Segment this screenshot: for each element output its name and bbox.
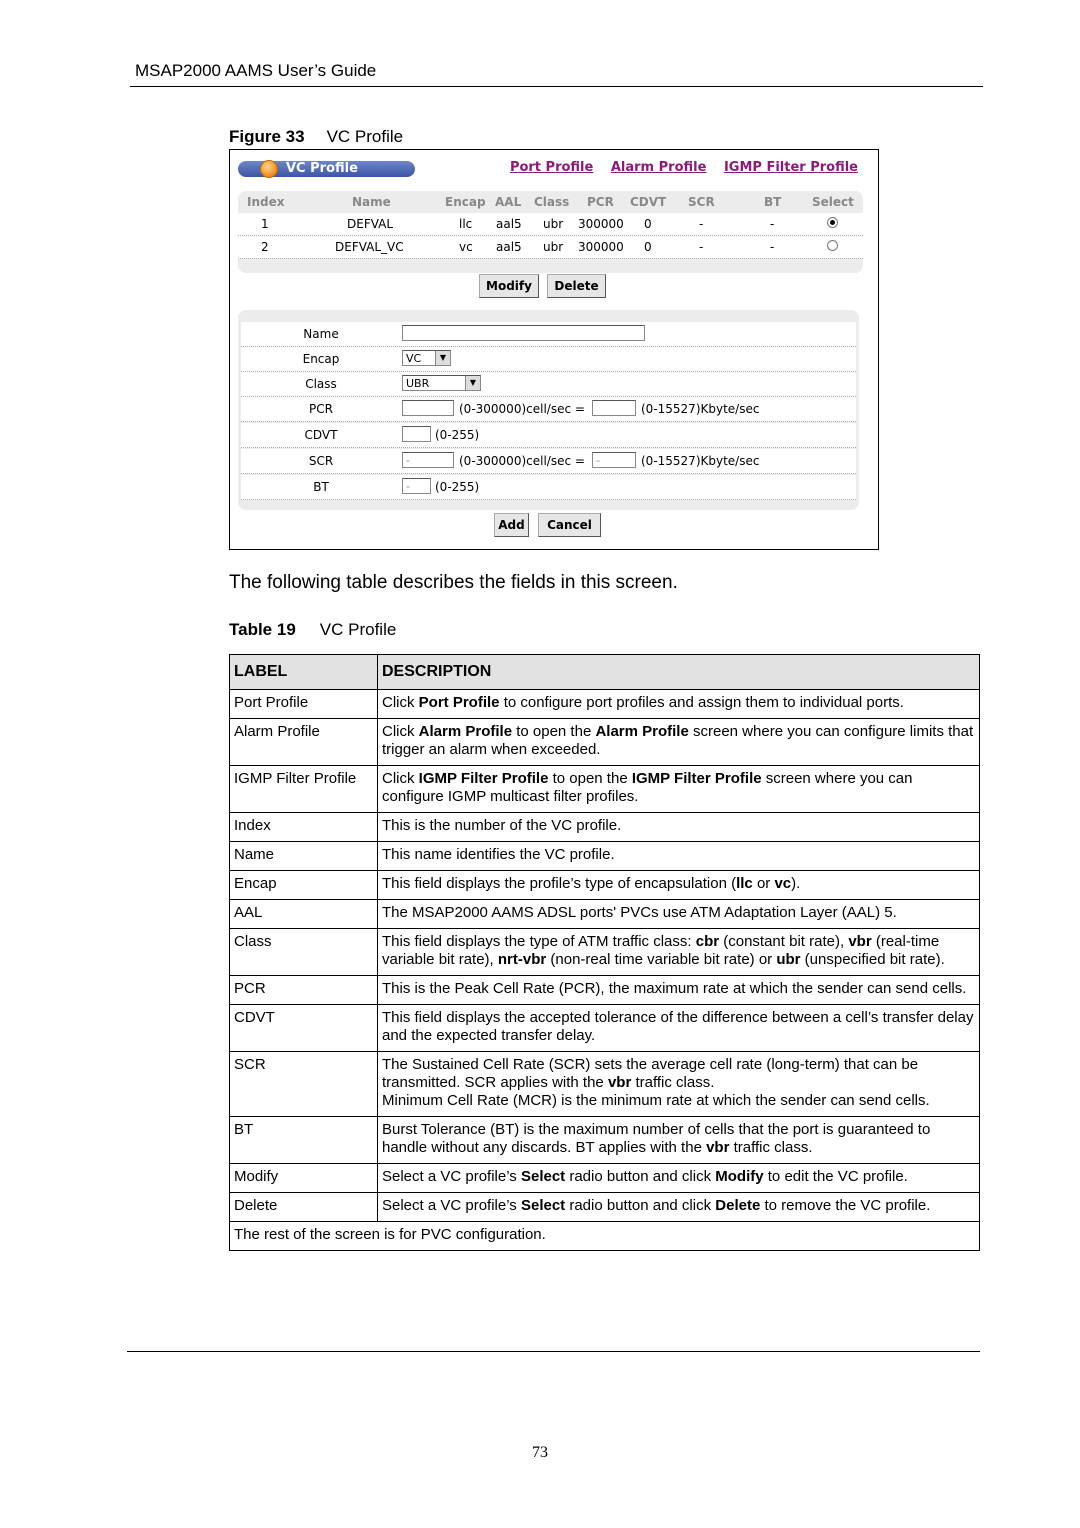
bold-term: vbr	[607, 1074, 632, 1091]
bold-term: Select	[520, 1168, 566, 1185]
bold-term: Alarm Profile	[595, 723, 689, 740]
vc-profile-screenshot	[229, 149, 879, 550]
row-name: DEFVAL	[347, 217, 394, 231]
row-description	[378, 900, 980, 929]
text-span: Minimum Cell Rate (MCR) is the minimum rate at which the sender can send cells.	[382, 1092, 930, 1109]
row-bt: -	[770, 217, 775, 231]
col-class: Class	[534, 195, 570, 209]
row-description	[378, 1117, 980, 1164]
row-index: 1	[261, 217, 269, 231]
row-pcr: 300000	[578, 240, 624, 254]
text-span: (constant bit rate),	[719, 933, 849, 950]
bold-term: cbr	[695, 933, 720, 950]
screen-title-tab	[238, 161, 415, 177]
encap-label: Encap	[302, 352, 340, 366]
encap-select[interactable]	[402, 350, 451, 366]
row-label: Name	[230, 842, 378, 871]
class-label: Class	[305, 377, 337, 391]
text-span: to open the	[548, 770, 632, 787]
table-row	[230, 976, 980, 1005]
table-body	[230, 690, 980, 1251]
row-description	[378, 719, 980, 766]
col-pcr: PCR	[587, 195, 614, 209]
table-row	[238, 213, 863, 236]
row-cdvt: 0	[644, 217, 652, 231]
row-description	[378, 1193, 980, 1222]
row-description	[378, 842, 980, 871]
encap-value: VC	[406, 352, 422, 365]
text-span: radio button and click	[565, 1168, 716, 1185]
figure-label: Figure 33	[229, 127, 305, 146]
text-span: to remove the VC profile.	[760, 1197, 931, 1214]
row-label: Modify	[230, 1164, 378, 1193]
row-aal: aal5	[496, 240, 522, 254]
row-class: ubr	[543, 240, 564, 254]
row-label: IGMP Filter Profile	[230, 766, 378, 813]
bold-term: Select	[520, 1197, 566, 1214]
footer-rule	[127, 1351, 980, 1352]
pcr-label: PCR	[309, 402, 333, 416]
scr-cell-input[interactable]: -	[402, 452, 454, 468]
row-description	[378, 766, 980, 813]
table-row	[230, 1164, 980, 1193]
text-span: to edit the VC profile.	[763, 1168, 908, 1185]
text-span: Click	[382, 694, 419, 711]
table-row	[230, 1005, 980, 1052]
bt-range: (0-255)	[435, 480, 480, 494]
row-description	[378, 1005, 980, 1052]
table-footer-row	[230, 1222, 980, 1251]
text-span: Select a VC profile’s	[382, 1168, 521, 1185]
screen-title: VC Profile	[286, 161, 358, 176]
col-name: Name	[352, 195, 391, 209]
cdvt-input[interactable]	[402, 426, 431, 442]
table-label: Table 19	[229, 620, 296, 639]
text-span: screen where you can configure IGMP multicast filter profiles.	[382, 770, 913, 805]
name-input[interactable]	[402, 325, 645, 341]
table-row	[230, 871, 980, 900]
cdvt-label: CDVT	[304, 428, 338, 442]
bold-term: Alarm Profile	[418, 723, 513, 740]
form-row-bt	[241, 475, 856, 500]
table-row	[230, 900, 980, 929]
text-span: screen where you can configure limits that trigger an alarm when exceeded.	[382, 723, 974, 758]
text-span: Click	[382, 723, 419, 740]
name-label: Name	[303, 327, 339, 341]
dropdown-arrow-icon: ▼	[435, 351, 450, 365]
text-span: This is the number of the VC profile.	[382, 817, 622, 834]
select-radio-1[interactable]	[827, 217, 838, 228]
table-row	[230, 929, 980, 976]
row-label: Index	[230, 813, 378, 842]
vc-profile-form	[238, 310, 859, 510]
text-span: This field displays the profile’s type of encapsulation (	[382, 875, 737, 892]
row-scr: -	[699, 217, 704, 231]
scr-label: SCR	[308, 454, 334, 468]
text-span: radio button and click	[565, 1197, 716, 1214]
pcr-kbyte-range: (0-15527)Kbyte/sec	[641, 402, 760, 416]
bt-label: BT	[313, 480, 329, 494]
col-bt: BT	[764, 195, 782, 209]
table-caption	[229, 620, 396, 640]
row-label: SCR	[230, 1052, 378, 1117]
row-description	[378, 813, 980, 842]
row-cdvt: 0	[644, 240, 652, 254]
table-title: VC Profile	[319, 620, 397, 639]
row-description	[378, 1164, 980, 1193]
bold-term: IGMP Filter Profile	[418, 770, 549, 787]
row-label: Encap	[230, 871, 378, 900]
table-row	[230, 766, 980, 813]
alarm-profile-link[interactable]: Alarm Profile	[610, 160, 707, 175]
text-span: Burst Tolerance (BT) is the maximum number of cells that the port is guaranteed to handle without any discards. BT applies with the	[382, 1121, 931, 1156]
cdvt-range: (0-255)	[435, 428, 480, 442]
row-name: DEFVAL_VC	[335, 240, 404, 254]
col-scr: SCR	[688, 195, 715, 209]
text-span: (real-time variable bit rate),	[382, 933, 940, 968]
text-span: This field displays the type of ATM traffic class:	[382, 933, 696, 950]
text-span: ).	[791, 875, 801, 892]
bold-term: nrt-vbr	[497, 951, 547, 968]
bold-term: Delete	[715, 1197, 761, 1214]
row-label: CDVT	[230, 1005, 378, 1052]
pcr-cell-input[interactable]	[402, 400, 454, 416]
description-header: DESCRIPTION	[378, 655, 980, 690]
dropdown-arrow-icon: ▼	[465, 376, 480, 390]
intro-text: The following table describes the fields in this screen.	[229, 572, 678, 593]
form-row-scr	[241, 449, 856, 474]
bold-term: vbr	[848, 933, 872, 950]
row-scr: -	[699, 240, 704, 254]
text-span: The Sustained Cell Rate (SCR) sets the average cell rate (long-term) that can be transmitted. SCR applies with the	[382, 1056, 919, 1091]
figure-title: VC Profile	[326, 127, 404, 146]
table-row	[230, 1193, 980, 1222]
delete-button[interactable]: Delete	[547, 274, 606, 298]
row-description	[378, 929, 980, 976]
scr-range: (0-300000)cell/sec =	[459, 454, 585, 468]
bold-term: Port Profile	[418, 694, 500, 711]
col-aal: AAL	[495, 195, 522, 209]
text-span: (unspecified bit rate).	[800, 951, 945, 968]
col-index: Index	[247, 195, 285, 209]
row-pcr: 300000	[578, 217, 624, 231]
port-profile-link[interactable]: Port Profile	[509, 160, 594, 175]
col-cdvt: CDVT	[630, 195, 667, 209]
row-label: AAL	[230, 900, 378, 929]
select-radio-2[interactable]	[827, 240, 838, 251]
table-row	[230, 719, 980, 766]
vc-profile-table	[238, 191, 863, 273]
row-label: BT	[230, 1117, 378, 1164]
text-span: traffic class.	[729, 1139, 813, 1156]
bt-input[interactable]: -	[402, 478, 431, 494]
table-row	[230, 690, 980, 719]
text-span: The MSAP2000 AAMS ADSL ports' PVCs use ATM Adaptation Layer (AAL) 5.	[382, 904, 897, 921]
row-encap: llc	[459, 217, 473, 231]
bold-term: Modify	[715, 1168, 764, 1185]
label-header: LABEL	[230, 655, 378, 690]
row-label: Delete	[230, 1193, 378, 1222]
class-value: UBR	[406, 377, 430, 390]
text-span: This is the Peak Cell Rate (PCR), the maximum rate at which the sender can send cells.	[382, 980, 967, 997]
pcr-kbyte-input[interactable]	[592, 400, 636, 416]
cancel-button[interactable]: Cancel	[538, 513, 601, 537]
table-header-row	[230, 655, 980, 690]
running-header: MSAP2000 AAMS User’s Guide	[135, 61, 377, 80]
text-span: (non-real time variable bit rate) or	[546, 951, 777, 968]
row-description	[378, 690, 980, 719]
table-row	[230, 813, 980, 842]
table-row	[230, 1052, 980, 1117]
text-span: Select a VC profile’s	[382, 1197, 521, 1214]
table-row	[238, 236, 863, 259]
bold-term: IGMP Filter Profile	[631, 770, 762, 787]
profile-links	[497, 160, 858, 175]
row-encap: vc	[459, 240, 473, 254]
row-label: Alarm Profile	[230, 719, 378, 766]
row-aal: aal5	[496, 217, 522, 231]
row-label: PCR	[230, 976, 378, 1005]
table-footer-text: The rest of the screen is for PVC configuration.	[230, 1222, 980, 1251]
table-row	[230, 842, 980, 871]
form-row-class	[241, 372, 856, 397]
text-span: or	[752, 875, 775, 892]
text-span: Click	[382, 770, 419, 787]
scr-kbyte-input[interactable]: -	[592, 452, 636, 468]
text-span: to configure port profiles and assign them to individual ports.	[499, 694, 904, 711]
row-bt: -	[770, 240, 775, 254]
row-label: Port Profile	[230, 690, 378, 719]
form-row-pcr	[241, 397, 856, 422]
row-description	[378, 1052, 980, 1117]
col-encap: Encap	[445, 195, 486, 209]
form-row-encap	[241, 347, 856, 372]
field-description-table	[229, 654, 980, 1251]
row-description	[378, 871, 980, 900]
text-span: to open the	[512, 723, 596, 740]
orange-bullet-icon	[260, 160, 278, 178]
bold-term: vbr	[706, 1139, 730, 1156]
row-label: Class	[230, 929, 378, 976]
text-span: This name identifies the VC profile.	[382, 846, 615, 863]
text-span: This field displays the accepted tolerance of the difference between a cell’s transfer delay and the expected transfer delay.	[382, 1009, 974, 1044]
figure-caption	[229, 127, 403, 147]
form-row-cdvt	[241, 423, 856, 448]
row-index: 2	[261, 240, 269, 254]
form-row-name	[241, 322, 856, 347]
bold-term: vc	[774, 875, 792, 892]
igmp-filter-profile-link[interactable]: IGMP Filter Profile	[723, 160, 858, 175]
bold-term: llc	[736, 875, 753, 892]
pcr-range: (0-300000)cell/sec =	[459, 402, 585, 416]
scr-kbyte-range: (0-15527)Kbyte/sec	[641, 454, 760, 468]
col-select: Select	[812, 195, 854, 209]
text-span: traffic class.	[631, 1074, 715, 1091]
page-number: 73	[532, 1444, 548, 1461]
modify-button[interactable]: Modify	[479, 274, 539, 298]
header-rule	[130, 86, 983, 87]
table-row	[230, 1117, 980, 1164]
class-select[interactable]	[402, 375, 481, 391]
row-description	[378, 976, 980, 1005]
row-class: ubr	[543, 217, 564, 231]
bold-term: ubr	[776, 951, 801, 968]
add-button[interactable]: Add	[494, 513, 529, 537]
